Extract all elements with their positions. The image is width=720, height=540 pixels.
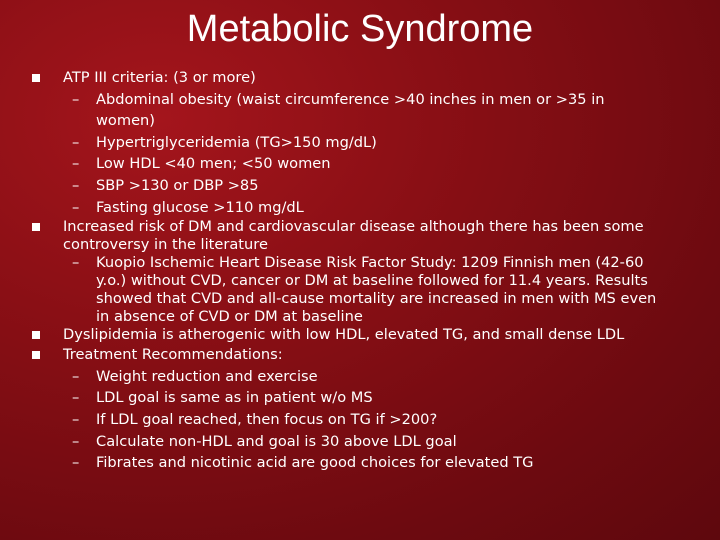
- bullet-item: [0, 326, 662, 344]
- sub-bullet-text: SBP >130 or DBP >85: [96, 176, 259, 194]
- dash-bullet-icon: –: [72, 176, 80, 194]
- sub-bullet-item: [0, 153, 662, 175]
- sub-bullet-text: LDL goal is same as in patient w/o MS: [96, 389, 373, 407]
- sub-bullet-item: [0, 366, 662, 388]
- sub-bullet-text: Low HDL <40 men; <50 women: [96, 155, 331, 173]
- sub-bullet-text: If LDL goal reached, then focus on TG if >200?: [96, 410, 438, 428]
- sub-bullet-item: [0, 431, 662, 453]
- square-bullet-icon: [32, 351, 40, 359]
- sub-bullet-text: Fibrates and nicotinic acid are good choices for elevated TG: [96, 454, 534, 472]
- bullet-item: [0, 218, 662, 254]
- bullet-item: [0, 344, 662, 366]
- sub-bullet-item: [0, 387, 662, 409]
- dash-bullet-icon: –: [72, 410, 80, 428]
- bullet-list: [0, 67, 720, 474]
- sub-bullet-text: Weight reduction and exercise: [96, 367, 318, 385]
- bullet-text: Increased risk of DM and cardiovascular disease although there has been some controversy in the literature: [63, 218, 644, 254]
- bullet-item: [0, 67, 662, 89]
- bullet-text: ATP III criteria: (3 or more): [63, 69, 256, 86]
- sub-bullet-item: [0, 197, 662, 219]
- sub-bullet-item: [0, 409, 662, 431]
- dash-bullet-icon: –: [72, 389, 80, 407]
- sub-bullet-text: Abdominal obesity (waist circumference >40 inches in men or >35 in women): [96, 90, 605, 130]
- dash-bullet-icon: –: [72, 155, 80, 173]
- sub-bullet-text: Kuopio Ischemic Heart Disease Risk Factor Study: 1209 Finnish men (42-60 y.o.) without CVD, cancer or DM at baseline followed for 11.4 years. Results showed that CVD and all-cause mortality are increased in men with MS even in absence of CVD or DM at baseline: [96, 254, 657, 326]
- square-bullet-icon: [32, 331, 40, 339]
- dash-bullet-icon: –: [72, 133, 80, 151]
- sub-bullet-text: Calculate non-HDL and goal is 30 above LDL goal: [96, 432, 457, 450]
- dash-bullet-icon: –: [72, 254, 80, 272]
- sub-bullet-item: [0, 89, 662, 132]
- dash-bullet-icon: –: [72, 90, 80, 108]
- sub-bullet-item: [0, 132, 662, 154]
- square-bullet-icon: [32, 223, 40, 231]
- square-bullet-icon: [32, 74, 40, 82]
- sub-bullet-item: [0, 452, 662, 474]
- sub-bullet-item: [0, 254, 662, 326]
- sub-bullet-item: [0, 175, 662, 197]
- dash-bullet-icon: –: [72, 367, 80, 385]
- bullet-text: Treatment Recommendations:: [63, 346, 283, 364]
- dash-bullet-icon: –: [72, 454, 80, 472]
- sub-bullet-text: Fasting glucose >110 mg/dL: [96, 198, 304, 216]
- dash-bullet-icon: –: [72, 198, 80, 216]
- slide-title: Metabolic Syndrome: [186, 8, 534, 50]
- sub-bullet-text: Hypertriglyceridemia (TG>150 mg/dL): [96, 133, 377, 151]
- dash-bullet-icon: –: [72, 432, 80, 450]
- bullet-text: Dyslipidemia is atherogenic with low HDL, elevated TG, and small dense LDL: [63, 326, 625, 344]
